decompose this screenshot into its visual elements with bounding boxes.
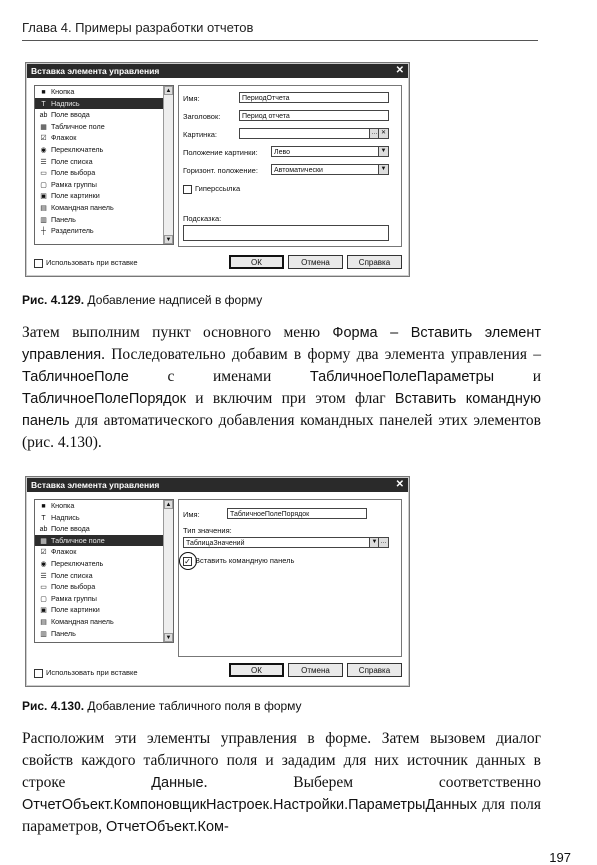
list-item-label: Кнопка [51, 501, 75, 510]
list-item[interactable] [35, 604, 173, 616]
caption-number: Рис. 4.130. [22, 699, 85, 713]
list-item-label: Поле списка [51, 156, 93, 166]
list-item-label: Поле выбора [51, 582, 96, 592]
body-paragraph-2 [22, 728, 541, 838]
caption-number: Рис. 4.129. [22, 293, 85, 307]
control-type-icon: ☑ [40, 135, 47, 143]
ui-term: Данные [151, 775, 204, 791]
list-item-label: Рамка группы [51, 593, 97, 603]
header-rule [22, 40, 538, 41]
list-item[interactable] [35, 523, 173, 535]
hyperlink-checkbox[interactable] [183, 184, 240, 194]
scroll-up-icon[interactable]: ▲ [165, 502, 172, 508]
list-scrollbar[interactable] [163, 500, 173, 642]
control-type-icon: ▦ [40, 537, 47, 545]
properties-panel [178, 85, 402, 247]
tooltip-label: Подсказка: [183, 214, 222, 223]
list-item-label: Табличное поле [51, 121, 105, 131]
text-run: для поля параметров, [22, 796, 541, 835]
picture-label: Картинка: [183, 130, 218, 139]
control-type-icon: ☑ [40, 549, 47, 557]
chevron-down-icon[interactable]: ▼ [378, 147, 388, 156]
text-run: и включим при этом флаг [185, 390, 395, 407]
list-item-label: Флажок [51, 547, 77, 557]
ui-term: ТабличноеПоле [22, 369, 129, 385]
close-icon[interactable]: ✕ [395, 479, 404, 490]
value-type-select[interactable] [183, 537, 389, 548]
list-item[interactable] [35, 214, 173, 226]
list-item[interactable] [35, 570, 173, 582]
caption-text: Добавление табличного поля в форму [84, 699, 302, 713]
control-type-list[interactable] [34, 499, 174, 643]
picture-position-value: Лево [274, 149, 291, 156]
text-run: . Последовательно добавим в форму два элемента управления – [101, 346, 541, 363]
list-item[interactable] [35, 144, 173, 156]
list-item[interactable] [35, 616, 173, 628]
control-type-icon: ■ [41, 503, 46, 510]
list-item-label: Поле ввода [51, 110, 90, 120]
picture-position-label: Положение картинки: [183, 148, 258, 157]
control-type-icon: ▭ [40, 170, 47, 178]
list-item-label: Надпись [51, 512, 80, 522]
header-label: Заголовок: [183, 112, 221, 121]
dialog-titlebar [27, 478, 408, 492]
list-item[interactable] [35, 500, 173, 512]
control-type-icon: ▢ [40, 595, 47, 603]
ok-button[interactable]: ОК [229, 255, 284, 269]
control-type-icon: ▭ [40, 584, 47, 592]
use-on-insert-label: Использовать при вставке [46, 668, 138, 677]
dialog-titlebar [27, 64, 408, 78]
dialog-title: Вставка элемента управления [31, 480, 160, 490]
ui-term: ОтчетОбъект.Ком- [106, 819, 229, 835]
list-item-label: Табличное поле [51, 535, 105, 545]
list-item-label: Поле выбора [51, 168, 96, 178]
list-item[interactable] [35, 86, 173, 98]
list-item-label: Поле картинки [51, 605, 100, 615]
control-type-icon: ▢ [40, 181, 47, 189]
list-item-label: Переключатель [51, 558, 104, 568]
control-type-icon: ▥ [40, 630, 47, 638]
checkbox-checked-icon[interactable]: ✓ [184, 556, 191, 566]
list-item[interactable] [35, 132, 173, 144]
insert-command-panel-checkbox[interactable] [183, 556, 294, 566]
checkbox-box[interactable] [34, 259, 43, 268]
list-item[interactable] [35, 179, 173, 191]
list-item-label: Флажок [51, 133, 77, 143]
control-type-icon: ▦ [40, 123, 47, 131]
ui-term: ТабличноеПолеПараметры [309, 369, 495, 385]
dialog-title: Вставка элемента управления [31, 66, 160, 76]
list-item[interactable] [35, 512, 173, 524]
text-run: с именами [128, 368, 310, 385]
help-button[interactable]: Справка [347, 255, 402, 269]
control-type-icon: ab [39, 526, 48, 534]
page-number: 197 [549, 850, 571, 865]
figure-caption-1 [22, 293, 262, 307]
control-type-icon: ◉ [40, 560, 47, 568]
list-item-label: Панель [51, 214, 76, 224]
text-run: Затем выполним пункт основного меню [22, 324, 333, 341]
control-type-icon: ▣ [40, 193, 47, 201]
scroll-up-icon[interactable]: ▲ [165, 88, 172, 94]
use-on-insert-checkbox[interactable] [34, 668, 138, 678]
list-item-label: Панель [51, 628, 76, 638]
use-on-insert-label: Использовать при вставке [46, 258, 138, 267]
horizontal-position-select[interactable] [271, 164, 389, 175]
horizontal-position-value: Автоматически [274, 167, 323, 174]
cancel-button[interactable]: Отмена [288, 663, 343, 677]
control-type-icon: ☰ [40, 158, 47, 166]
list-item-label: Переключатель [51, 144, 104, 154]
name-input[interactable]: ТабличноеПолеПорядок [227, 508, 367, 519]
insert-control-dialog-1 [25, 62, 410, 277]
figure-caption-2 [22, 699, 302, 713]
horizontal-position-label: Горизонт. положение: [183, 166, 258, 175]
ui-term: Форма – Вставить элемент управления [22, 325, 541, 363]
list-item[interactable] [35, 121, 173, 133]
list-item[interactable] [35, 225, 173, 237]
text-run: и [494, 368, 541, 385]
list-item-label: Поле картинки [51, 191, 100, 201]
checkbox-box[interactable] [34, 669, 43, 678]
highlight-circle [179, 552, 197, 570]
control-type-icon: ┼ [41, 228, 46, 236]
list-item[interactable] [35, 98, 173, 110]
list-item[interactable] [35, 535, 173, 547]
list-item[interactable] [35, 558, 173, 570]
list-item[interactable] [35, 593, 173, 605]
list-item[interactable] [35, 581, 173, 593]
list-item[interactable] [35, 546, 173, 558]
list-item-label: Поле ввода [51, 524, 90, 534]
control-type-icon: ■ [41, 89, 46, 96]
checkbox-box[interactable] [183, 185, 192, 194]
list-item-label: Командная панель [51, 202, 114, 212]
header-input[interactable]: Период отчета [239, 110, 389, 121]
list-item-label: Надпись [51, 98, 80, 108]
value-type-value: ТаблицаЗначений [186, 540, 245, 547]
ui-term: ОтчетОбъект.КомпоновщикНастроек.Настройки.ПараметрыДанных [22, 797, 478, 813]
control-type-icon: ◉ [40, 146, 47, 154]
control-type-icon: ☰ [40, 572, 47, 580]
list-item-label: Кнопка [51, 87, 75, 96]
insert-control-dialog-2 [25, 476, 410, 687]
list-item[interactable] [35, 202, 173, 214]
close-icon[interactable]: ✕ [395, 65, 404, 76]
ui-term: ТабличноеПолеПорядок [22, 391, 186, 407]
control-type-list[interactable] [34, 85, 174, 245]
caption-text: Добавление надписей в форму [84, 293, 263, 307]
text-run: Расположим эти элементы управления в форме. Затем вызовем диалог свойств каждого табличного поля и зададим для них источник данных в строке [22, 730, 541, 791]
list-scrollbar[interactable] [163, 86, 173, 244]
control-type-icon: ▤ [40, 618, 47, 626]
chevron-down-icon[interactable]: ▼ [369, 538, 379, 547]
ok-button[interactable]: ОК [229, 663, 284, 677]
scroll-down-icon[interactable]: ▼ [165, 635, 172, 641]
insert-command-panel-label: Вставить командную панель [195, 556, 295, 565]
name-input[interactable]: ПериодОтчета [239, 92, 389, 103]
control-type-icon: ▤ [40, 204, 47, 212]
list-item-label: Рамка группы [51, 179, 97, 189]
control-type-icon: ▣ [40, 607, 47, 615]
control-type-icon: ▥ [40, 216, 47, 224]
name-label: Имя: [183, 510, 200, 519]
properties-panel [178, 499, 402, 657]
control-type-icon: T [41, 100, 46, 108]
body-paragraph-1 [22, 322, 541, 454]
control-type-icon: ab [39, 112, 48, 120]
ellipsis-icon[interactable]: … [369, 129, 379, 138]
hyperlink-label: Гиперссылка [195, 184, 241, 193]
list-item[interactable] [35, 167, 173, 179]
name-label: Имя: [183, 94, 200, 103]
tooltip-input[interactable] [183, 225, 389, 241]
list-item[interactable] [35, 109, 173, 121]
text-run: для автоматического добавления командных панелей этих элементов (рис. 4.130). [22, 412, 541, 451]
list-item-label: Командная панель [51, 616, 114, 626]
scroll-down-icon[interactable]: ▼ [165, 237, 172, 243]
clear-icon[interactable]: ✕ [378, 129, 388, 138]
ui-term: Вставить командную панель [22, 391, 541, 429]
picture-input[interactable] [239, 128, 389, 139]
value-type-label: Тип значения: [183, 526, 232, 535]
list-item-label: Поле списка [51, 570, 93, 580]
picture-position-select[interactable] [271, 146, 389, 157]
list-item-label: Разделитель [51, 226, 94, 236]
control-type-icon: T [41, 514, 46, 522]
chevron-down-icon[interactable]: ▼ [378, 165, 388, 174]
list-item[interactable] [35, 156, 173, 168]
cancel-button[interactable]: Отмена [288, 255, 343, 269]
list-item[interactable] [35, 628, 173, 640]
list-item[interactable] [35, 190, 173, 202]
chapter-header: Глава 4. Примеры разработки отчетов [22, 20, 254, 35]
text-run: . Выберем соответственно [203, 774, 541, 791]
ellipsis-icon[interactable]: … [378, 538, 388, 547]
use-on-insert-checkbox[interactable] [34, 258, 138, 268]
help-button[interactable]: Справка [347, 663, 402, 677]
